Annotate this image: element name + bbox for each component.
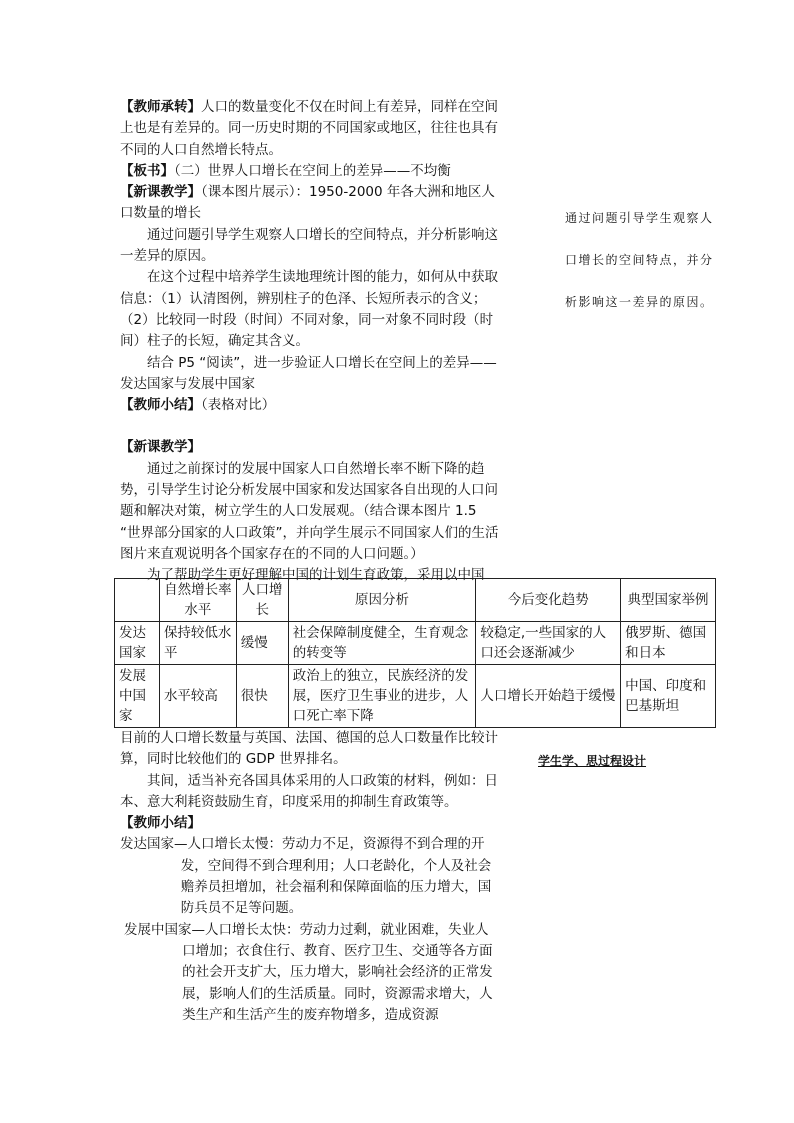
- paragraph-text: （二）世界人口增长在空间上的差异——不均衡: [174, 162, 451, 179]
- lesson-text: [120, 97, 500, 587]
- section-label: 【新课教学】: [120, 439, 201, 456]
- paragraph: [120, 395, 500, 416]
- paragraph: 为了帮助学生更好理解中国的计划生育政策，采用以中国: [147, 567, 485, 584]
- table-header-cell: 原因分析: [288, 579, 476, 622]
- table-row: [115, 665, 716, 728]
- section-label: 【板书】: [120, 162, 174, 179]
- paragraph: [120, 182, 500, 225]
- table-row: [115, 622, 716, 665]
- side-note-heading: 学生学、思过程设计: [538, 754, 647, 768]
- table-cell: 发展中国家: [115, 665, 160, 728]
- table-cell: 发达国家: [115, 622, 160, 665]
- table-cell: 中国、印度和巴基斯坦: [621, 665, 716, 728]
- table-cell: 人口增长开始趋于缓慢: [476, 665, 621, 728]
- table-cell: 政治上的独立，民族经济的发展，医疗卫生事业的进步，人口死亡率下降: [288, 665, 476, 728]
- comparison-table: [114, 578, 716, 728]
- paragraph: 发展中国家—人口增长太快：劳动力过剩，就业困难，失业人口增加；衣食住行、教育、医疗卫生、交通等各方面的社会开支扩大，压力增大，影响社会经济的正常发展，影响人们的生活质量。同时，资源需求增大，人类生产和生活产生的废弃物增多，造成资源: [124, 921, 493, 1023]
- table-header-row: [115, 579, 716, 622]
- table-cell: 水平较高: [159, 665, 236, 728]
- lesson-text-continued: [120, 728, 500, 1026]
- table-cell: 较稳定,一些国家的人口还会逐渐减少: [476, 622, 621, 665]
- table-header-cell: 典型国家举例: [621, 579, 716, 622]
- section-label: 【新课教学】: [120, 184, 201, 201]
- side-note: 通过问题引导学生观察人口增长的空间特点，并分析影响这一差异的原因。: [565, 211, 714, 309]
- paragraph-text: （课本图片展示）：1950-2000 年各大洲和地区人口数量的增长: [120, 184, 495, 222]
- paragraph: 通过之前探讨的发展中国家人口自然增长率不断下降的趋势，引导学生讨论分析发展中国家和发达国家各自出现的人口问题和解决对策，树立学生的人口发展观。（结合课本图片 1.5 “世界部分国家的人口政策”，并向学生展示不同国家人们的生活图片来直观说明各个国家存在的不同的人口问题。）: [120, 460, 499, 562]
- table-cell: 社会保障制度健全，生育观念的转变等: [288, 622, 476, 665]
- paragraph: 目前的人口增长数量与英国、法国、德国的总人口数量作比较计算，同时比较他们的 GDP 世界排名。: [120, 730, 498, 768]
- paragraph-text: （表格对比）: [201, 397, 276, 414]
- table-header-cell: 自然增长率水平: [159, 579, 236, 622]
- table-header-cell: 人口增长: [236, 579, 288, 622]
- section-label: 【教师小结】: [120, 397, 201, 414]
- paragraph: 在这个过程中培养学生读地理统计图的能力，如何从中获取信息：（1）认清图例，辨别柱子的色泽、长短所表示的含义；（2）比较同一时段（时间）不同对象，同一对象不同时段（时间）柱子的长短，确定其含义。: [120, 269, 498, 350]
- paragraph: 发达国家—人口增长太慢：劳动力不足，资源得不到合理的开发，空间得不到合理利用；人口老龄化，个人及社会赡养员担增加，社会福利和保障面临的压力增大，国防兵员不足等问题。: [120, 836, 492, 917]
- paragraph: [120, 437, 500, 458]
- table-cell: 保持较低水平: [159, 622, 236, 665]
- paragraph: 其间，适当补充各国具体采用的人口政策的材料，例如：日本、意大利耗资鼓励生育，印度采用的抑制生育政策等。: [120, 772, 498, 810]
- table-cell: 很快: [236, 665, 288, 728]
- paragraph-text: 人口的数量变化不仅在时间上有差异，同样在空间上也是有差异的。同一历史时期的不同国家或地区，往往也具有不同的人口自然增长特点。: [120, 99, 498, 158]
- table-header-cell: [115, 579, 160, 622]
- section-label: 【教师小结】: [120, 815, 201, 832]
- paragraph: [120, 813, 500, 834]
- table-cell: 缓慢: [236, 622, 288, 665]
- paragraph: [120, 161, 500, 182]
- paragraph: 通过问题引导学生观察人口增长的空间特点，并分析影响这一差异的原因。: [120, 226, 498, 265]
- paragraph: 结合 P5 “阅读”，进一步验证人口增长在空间上的差异——发达国家与发展中国家: [120, 354, 497, 392]
- paragraph: [120, 97, 500, 161]
- section-label: 【教师承转】: [120, 99, 201, 115]
- table-header-cell: 今后变化趋势: [476, 579, 621, 622]
- table-cell: 俄罗斯、德国和日本: [621, 622, 716, 665]
